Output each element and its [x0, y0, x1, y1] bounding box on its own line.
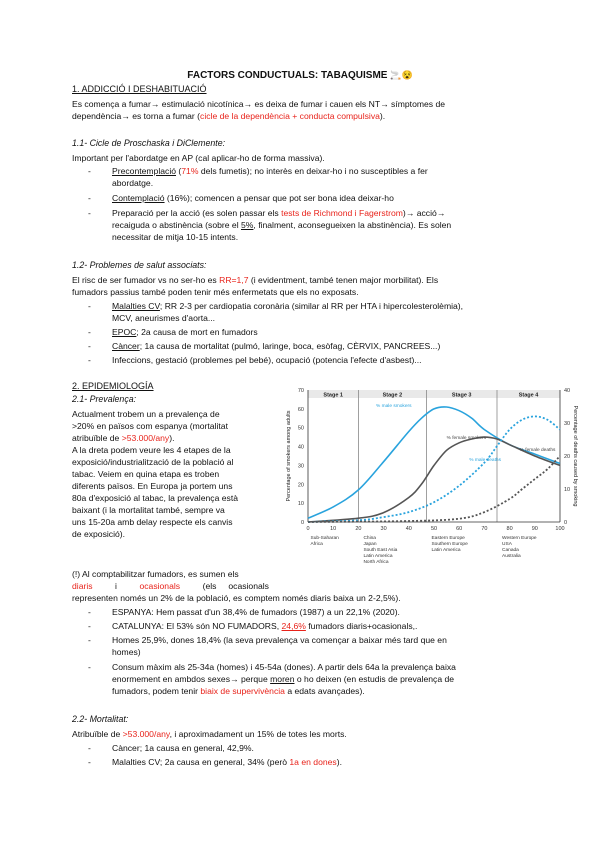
region-label: Canada: [502, 548, 519, 553]
region-label: Latin America: [363, 554, 393, 559]
section-1-heading: 1. ADDICCIÓ I DESHABITUACIÓ: [72, 84, 207, 94]
x-tick-label: 10: [330, 526, 337, 532]
page-title: FACTORS CONDUCTUALS: TABAQUISME 🚬😵: [187, 70, 413, 81]
prevalence-paragraph: Actualment trobem un a prevalença de >20% en països com espanya (mortalitat atribuïble de >53.000/any). A la dreta podem veure les 4 etapes de la exposició/industrialització de la població al tabac. Veiem en quina etapa es troben diferents països. En Europa ja portem uns 80a d'exposició al tabac, la prevalença està baixant (i la mortalitat també, sempre va uns 15-20a amb delay respecte els canvis de exposició).: [72, 409, 238, 539]
x-tick-label: 20: [355, 526, 362, 532]
bullet-preparation: - Preparació per la acció (es solen passar els tests de Richmond i Fagerstrom)→ acció→ recaiguda o abstinència (sobre el 5%, finalment, aconsegueixen la abstinència). Es solen necessitar de mitja 10-15 intents.: [88, 208, 452, 242]
region-label: South East Asia: [363, 548, 398, 553]
y-left-tick-label: 10: [297, 501, 304, 508]
bullet-cv-diseases: - Malalties CV; RR 2-3 per cardiopatia coronària (similar al RR per HTA i hipercolesterolèmia), MCV, aneurismes d'aorta...: [88, 301, 464, 323]
bullet-catalonia: - CATALUNYA: El 53% són NO FUMADORS, 24,6% fumadors diaris+ocasionals,.: [88, 621, 418, 631]
bullet-infections: - Infeccions, gestació (problemes pel bebé), ocupació (potencia l'efecte d'asbest)...: [88, 355, 422, 365]
region-label: North Africa: [363, 560, 389, 565]
stage-label: Stage 2: [382, 392, 403, 399]
male-deaths-line: [308, 416, 560, 522]
region-label: Latin America: [431, 548, 461, 553]
y-right-tick-label: 30: [564, 421, 571, 427]
x-tick-label: 0: [306, 526, 310, 532]
bullet-mortality-cv: - Malalties CV; 2a causa en general, 34% (però 1a en dones).: [88, 757, 342, 767]
s1-paragraph-line-1: Es comença a fumar→ estimulació nicotínica→ es deixa de fumar i cauen els NT→ símptomes de: [72, 99, 446, 109]
x-tick-label: 60: [456, 526, 463, 532]
x-tick-label: 70: [481, 526, 488, 532]
x-tick-label: 30: [380, 526, 387, 532]
y-left-tick-label: 40: [297, 444, 304, 451]
series-label: % female deaths: [519, 448, 556, 454]
stage-label: Stage 1: [323, 392, 343, 399]
bullet-sex-prevalence: - Homes 25,9%, dones 18,4% (la seva prevalença va començar a baixar més tard que en homes): [88, 635, 447, 657]
y-left-tick-label: 30: [297, 463, 304, 470]
bullet-spain: - ESPANYA: Hem passat d'un 38,4% de fumadors (1987) a un 22,1% (2020).: [88, 607, 400, 617]
series-label: % female smokers: [446, 436, 487, 442]
y-left-tick-label: 60: [297, 406, 304, 413]
series-label: % male smokers: [376, 403, 412, 409]
s1-paragraph-line-2: dependència→ es torna a fumar (cicle de la dependència + conducta compulsiva).: [72, 111, 386, 121]
y-left-tick-label: 50: [297, 425, 304, 432]
x-tick-label: 50: [430, 526, 438, 532]
subsection-1-1-heading: 1.1- Cicle de Proschaska i DiClemente:: [72, 138, 226, 148]
subsection-2-1-heading: 2.1- Prevalença:: [72, 394, 137, 404]
y-left-tick-label: 20: [297, 482, 304, 489]
region-label: Western Europe: [502, 536, 537, 541]
x-tick-label: 90: [531, 526, 538, 532]
dependency-cycle-highlight: cicle de la dependència + conducta compulsiva: [200, 111, 380, 121]
cigarette-emoji-icon: 🚬😵: [390, 70, 413, 80]
bullet-contemplation: - Contemplació (16%); comencen a pensar que pot ser bona idea deixar-ho: [88, 193, 394, 203]
s1-2-paragraph-line-2: fumadors passius també poden tenir més enfermetats que els no exposats.: [72, 287, 359, 297]
y-right-tick-label: 40: [564, 388, 571, 394]
y-left-tick-label: 0: [300, 520, 304, 526]
region-label: Eastern Europe: [431, 536, 465, 541]
y-right-tick-label: 10: [564, 487, 571, 493]
mortality-paragraph: Atribuïble de >53.000/any, i aproximadament un 15% de totes les morts.: [72, 729, 347, 739]
subsection-2-2-heading: 2.2- Mortalitat:: [72, 714, 129, 724]
stage-label: Stage 3: [451, 392, 472, 399]
y-axis-right-label: Percentage of deaths caused by smoking: [572, 405, 578, 507]
y-left-tick-label: 70: [297, 388, 304, 394]
bullet-max-consumption: - Consum màxim als 25-34a (homes) i 45-54a (dones). A partir dels 64a la prevalença baixa enormement en ambdos sexes→ perque moren o ho deixen (en estudis de prevalença de fumadors, podem tenir biaix de supervivència a edats avançades).: [88, 662, 456, 696]
note-line-1: (!) Al comptabilitzar fumadors, es sumen els: [72, 569, 239, 579]
x-tick-label: 80: [506, 526, 513, 532]
s1-1-intro: Important per l'abordatge en AP (cal aplicar-ho de forma massiva).: [72, 153, 325, 163]
region-label: Australia: [502, 554, 521, 559]
x-tick-label: 100: [555, 526, 565, 532]
y-right-tick-label: 20: [564, 454, 571, 460]
note-line-2: diaris i ocasionals (els ocasionals: [72, 581, 269, 591]
region-label: China: [363, 536, 376, 541]
bullet-cancer: - Càncer; 1a causa de mortalitat (pulmó, laringe, boca, esòfag, CÈRVIX, PANCREES...): [88, 341, 441, 351]
stage-label: Stage 4: [518, 392, 539, 399]
bullet-mortality-cancer: - Càncer; 1a causa en general, 42,9%.: [88, 743, 254, 753]
series-label: % male deaths: [469, 457, 502, 463]
bullet-epoc: - EPOC; 2a causa de mort en fumadors: [88, 327, 258, 337]
s1-2-paragraph-line-1: El risc de ser fumador vs no ser-ho es RR=1,7 (i evidentment, també tenen major morbilitat). Els: [72, 275, 439, 285]
region-label: Africa: [310, 542, 323, 547]
x-tick-label: 40: [405, 526, 412, 532]
region-label: Japan: [363, 542, 377, 547]
bullet-precontemplation: - Precontemplació (71% dels fumetis); no interès en deixar-ho i no susceptibles a fer abordatge.: [88, 166, 428, 188]
region-label: Sub-Saharan: [310, 536, 339, 541]
y-axis-left-label: Percentage of smokers among adults: [286, 410, 292, 502]
section-2-heading: 2. EPIDEMIOLOGÍA: [72, 381, 154, 391]
subsection-1-2-heading: 1.2- Problemes de salut associats:: [72, 260, 207, 270]
tobacco-epidemic-stages-chart: [278, 380, 580, 580]
region-label: Southern Europe: [431, 542, 468, 547]
region-label: USA: [502, 542, 512, 547]
y-right-tick-label: 0: [564, 520, 568, 526]
note-line-3: representen només un 2% de la població, es comptem només diaris baixa un 2-2,5%).: [72, 593, 401, 603]
